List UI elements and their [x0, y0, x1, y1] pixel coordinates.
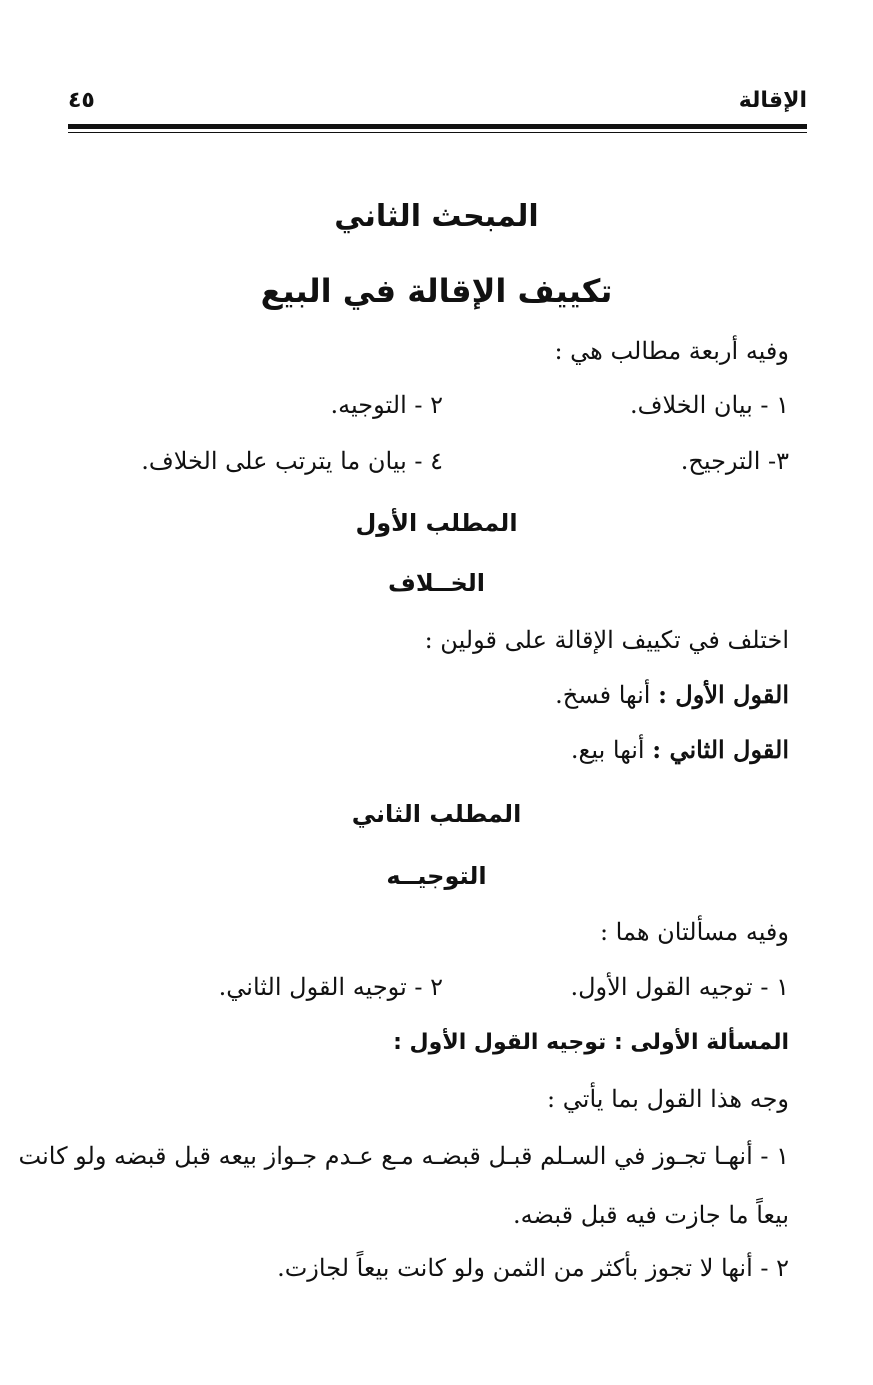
- intro-item-3: ٣- الترجيح.: [680, 447, 789, 475]
- intro-text: وفيه أربعة مطالب هي :: [554, 337, 789, 365]
- matlab1-title: الخــلاف: [387, 569, 486, 597]
- intro-item-1: ١ - بيان الخلاف.: [629, 391, 789, 419]
- header-rule-thick: [68, 124, 807, 129]
- point-2: ٢ - أنها لا تجوز بأكثر من الثمن ولو كانت بيعاً لجازت.: [277, 1254, 789, 1282]
- intro-item-4: ٤ - بيان ما يترتب على الخلاف.: [141, 447, 443, 475]
- point-1-line-2: بيعاً ما جازت فيه قبل قبضه.: [513, 1201, 789, 1229]
- header-title: الإقالة: [738, 88, 807, 113]
- header-rule-thin: [68, 132, 807, 133]
- tawjih-item-2: ٢ - توجيه القول الثاني.: [218, 973, 443, 1001]
- page-number: ٤٥: [68, 88, 95, 113]
- second-opinion: [571, 732, 789, 768]
- khilaf-intro: اختلف في تكييف الإقالة على قولين :: [424, 626, 789, 654]
- matlab2-heading: المطلب الثاني: [351, 800, 522, 828]
- second-opinion-text: أنها بيع.: [570, 736, 645, 764]
- matlab1-heading: المطلب الأول: [355, 509, 518, 537]
- first-opinion-label: القول الأول :: [658, 680, 789, 709]
- first-opinion: [555, 677, 789, 713]
- second-opinion-label: القول الثاني :: [652, 735, 789, 764]
- masala1-heading: المسألة الأولى : توجيه القول الأول :: [393, 1030, 789, 1055]
- intro-item-2: ٢ - التوجيه.: [330, 391, 443, 419]
- first-opinion-text: أنها فسخ.: [555, 681, 651, 709]
- chapter-title: تكييف الإقالة في البيع: [260, 272, 613, 310]
- point-1-line-1: ١ - أنهـا تجـوز في السـلم قبـل قبضـه مـع عـدم جـواز بيعه قبل قبضه ولو كانت: [18, 1142, 789, 1170]
- tawjih-intro: وفيه مسألتان هما :: [599, 918, 789, 946]
- running-header: [68, 86, 807, 120]
- masala1-intro: وجه هذا القول بما يأتي :: [547, 1085, 789, 1113]
- tawjih-item-1: ١ - توجيه القول الأول.: [570, 973, 789, 1001]
- section-heading: المبحث الثاني: [334, 199, 539, 234]
- matlab2-title: التوجيــه: [386, 862, 487, 890]
